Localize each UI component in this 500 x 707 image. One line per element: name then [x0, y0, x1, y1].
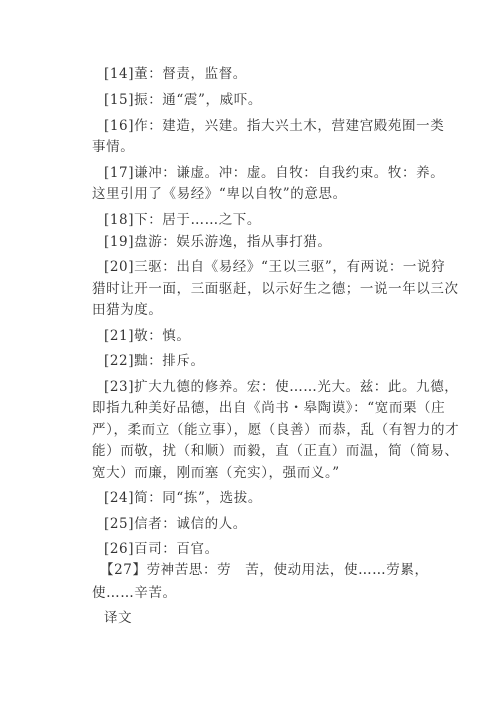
note-19: [19]盘游：娱乐游逸，指从事打猎。	[104, 234, 332, 250]
note-27-line-2: 使……辛苦。	[92, 585, 177, 601]
note-23-line-4: 能）而敬，扰（和顺）而毅，直（正直）而温，简（简易、	[92, 443, 459, 459]
note-15: [15]振：通“震”，威吓。	[104, 92, 262, 108]
note-17-line-2: 这里引用了《易经》“卑以自牧”的意思。	[92, 186, 347, 202]
note-20-line-1: [20]三驱：出自《易经》“王以三驱”，有两说：一说狩	[104, 259, 446, 275]
note-14: [14]董：督责，监督。	[104, 66, 247, 82]
note-25: [25]信者：诚信的人。	[104, 516, 247, 532]
note-18: [18]下：居于……之下。	[104, 212, 262, 228]
note-20-line-2: 猎时让开一面，三面驱赶，以示好生之德；一说一年以三次	[92, 281, 459, 297]
note-26: [26]百司：百官。	[104, 541, 219, 557]
note-24: [24]简：同“拣”，选拔。	[104, 490, 262, 506]
section-heading-translation: 译文	[104, 610, 133, 626]
note-21: [21]敬：慎。	[104, 328, 191, 344]
note-23-line-3: 严），柔而立（能立事），愿（良善）而恭，乱（有智力的才	[92, 422, 460, 438]
note-23-line-1: [23]扩大九德的修养。宏：使……光大。兹：此。九德，	[104, 379, 459, 395]
note-23-line-2: 即指九种美好品德，出自《尚书・皋陶谟》：“宽而栗（庄	[92, 400, 446, 416]
note-16-line-1: [16]作：建造，兴建。指大兴土木，营建宫殿苑囿一类	[104, 118, 445, 134]
note-20-line-3: 田猎为度。	[92, 302, 163, 318]
note-23-line-5: 宽大）而廉，刚而塞（充实），强而义。”	[92, 465, 340, 481]
note-22: [22]黜：排斥。	[104, 353, 205, 369]
note-17-line-1: [17]谦冲：谦虚。冲：虚。自牧：自我约束。牧：养。	[104, 165, 445, 181]
note-27-line-1: 【27】劳神苦思：劳 苦，使动用法，使……劳累，	[100, 562, 429, 578]
note-16-line-2: 事情。	[92, 139, 135, 155]
